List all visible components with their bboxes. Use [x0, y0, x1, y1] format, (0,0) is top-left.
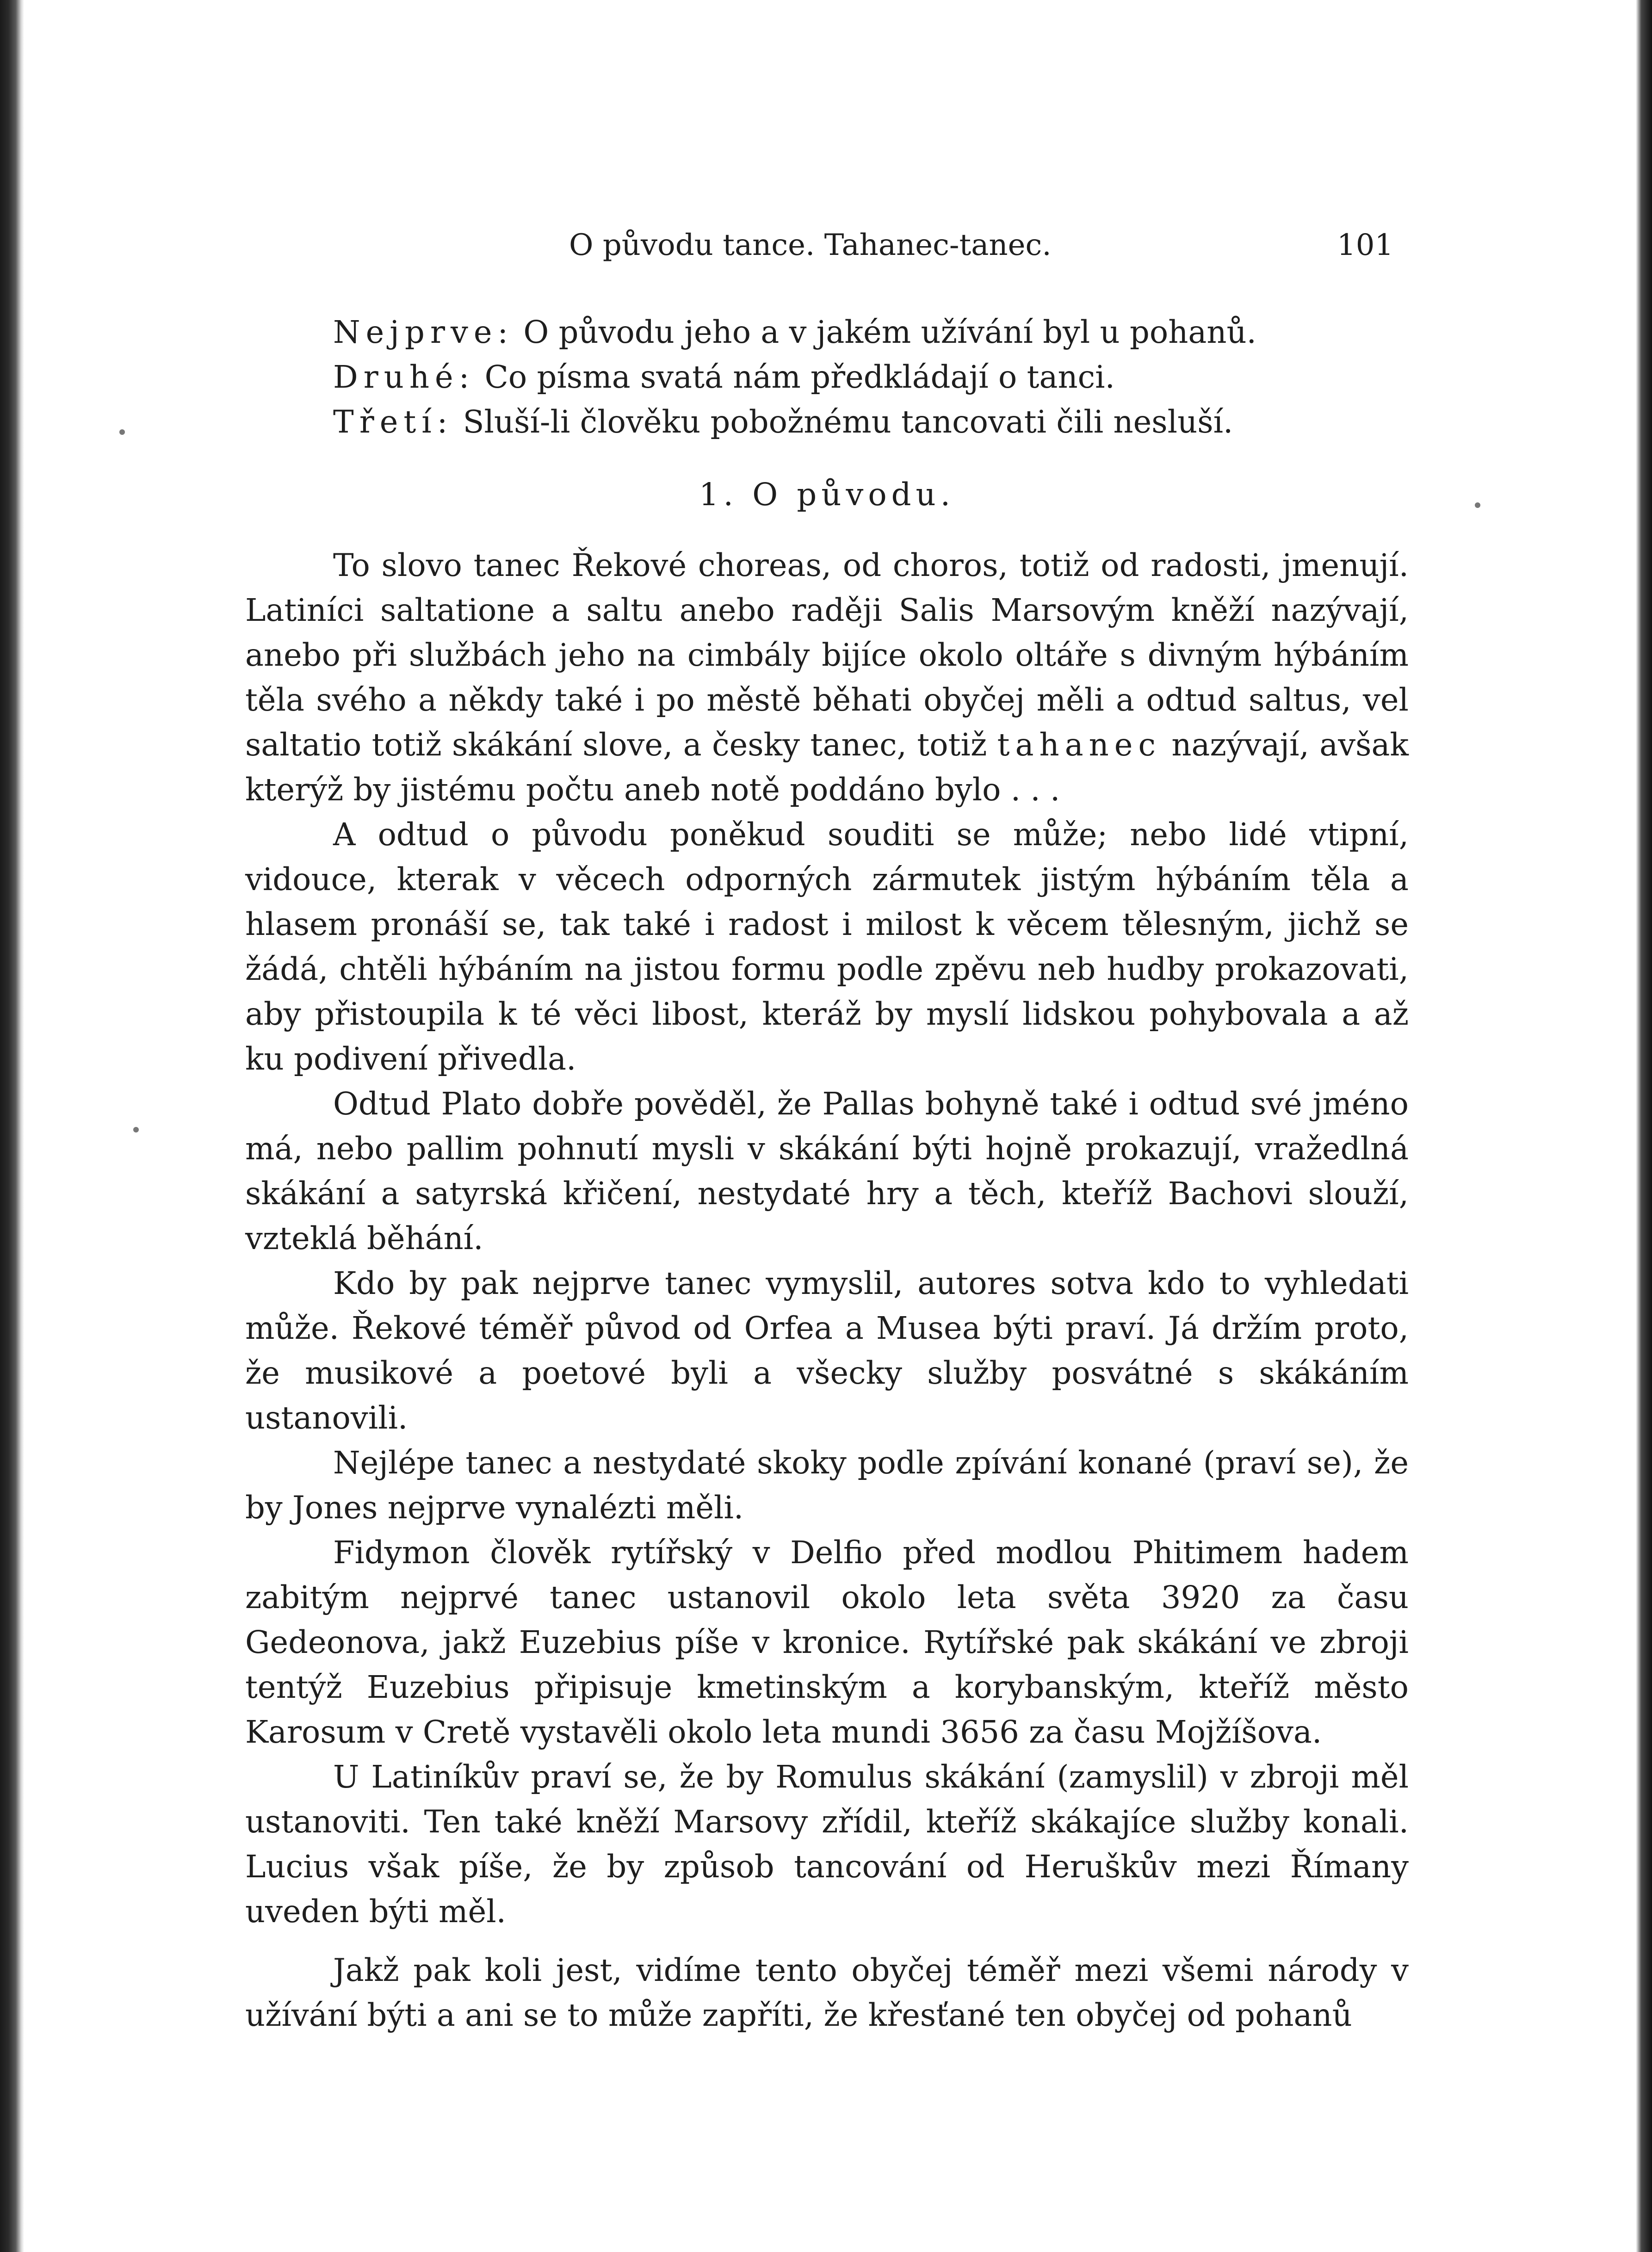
paragraph: Kdo by pak nejprve tanec vymyslil, autores sotva kdo to vyhledati může. Řekové téměř původ od Orfea a Musea býti praví. Já držím proto, že musikové a poetové byli a všecky služby posvátné s skákáním ustanovili.: [245, 1265, 1409, 1436]
paragraph-text: nazývají, avšak kterýž by jistému počtu aneb notě poddáno bylo . . .: [245, 727, 1409, 808]
page-header: [0, 217, 1652, 273]
paragraph: Jakž pak koli jest, vidíme tento obyčej téměř mezi všemi národy v užívání býti a ani se to může zapříti, že křesťané ten obyčej od pohanů: [245, 1952, 1409, 2033]
scan-speck: [119, 429, 125, 435]
running-title: O původu tance. Tahanec-tanec.: [569, 228, 1052, 262]
outline-item: [245, 400, 1409, 445]
paragraph-text: To slovo tanec Řekové choreas, od choros, totiž od radosti, jmenují. Latiníci saltatione a saltu anebo raději Salis Marsovým kněží nazývají, anebo při službách jeho na cimbály bijíce okolo oltáře s divným hýbáním těla svého a někdy také i po městě běhati obyčej měli a odtud saltus, vel saltatio totiž skákání slove, a česky tanec, totiž: [245, 547, 1409, 763]
paragraph: [245, 543, 1409, 812]
outline-label: Druhé:: [333, 359, 475, 395]
outline-text: Sluší-li člověku pobožnému tancovati čili nesluší.: [453, 404, 1233, 440]
outline-item: [245, 355, 1409, 400]
scan-speck: [133, 1127, 139, 1132]
body-text: [245, 310, 1409, 2038]
paragraph: U Latiníkův praví se, že by Romulus skákání (zamyslil) v zbroji měl ustanoviti. Ten také kněží Marsovy zřídil, kteříž skákajíce služby konali. Lucius však píše, že by způsob tancování od Heruškův mezi Římany uveden býti měl.: [245, 1759, 1409, 1930]
paragraph: Odtud Plato dobře pověděl, že Pallas bohyně také i odtud své jméno má, nebo pallim pohnutí mysli v skákání býti hojně prokazují, vražedlná skákání a satyrská křičení, nestydaté hry a těch, kteříž Bachovi slouží, vzteklá běhání.: [245, 1086, 1409, 1256]
paragraph: A odtud o původu poněkud souditi se může; nebo lidé vtipní, vidouce, kterak v věcech odporných zármutek jistým hýbáním těla a hlasem pronáší se, tak také i radost i milost k věcem tělesným, jichž se žádá, chtěli hýbáním na jistou formu podle zpěvu neb hudby prokazovati, aby přistoupila k té věci libost, kteráž by myslí lidskou pohybovala a až ku podivení přivedla.: [245, 817, 1409, 1077]
emphasized-word: tahanec: [997, 727, 1161, 763]
scan-speck: [1475, 502, 1480, 508]
page-number: 101: [1337, 228, 1394, 262]
paragraph: Nejlépe tanec a nestydaté skoky podle zpívání konané (praví se), že by Jones nejprve vynalézti měli.: [245, 1445, 1409, 1526]
section-heading: 1. O původu.: [699, 476, 955, 513]
scan-edge-right: [1636, 0, 1652, 2252]
scan-edge-left: [0, 0, 24, 2252]
outline-label: Třetí:: [333, 404, 453, 440]
outline-text: O původu jeho a v jakém užívání byl u pohanů.: [514, 314, 1256, 350]
outline-label: Nejprve:: [333, 314, 514, 350]
outline-item: [245, 310, 1409, 355]
outline-text: Co písma svatá nám předkládají o tanci.: [475, 359, 1115, 395]
paragraph: Fidymon člověk rytířský v Delfio před modlou Phitimem hadem zabitým nejprvé tanec ustanovil okolo leta světa 3920 za času Gedeonova, jakž Euzebius píše v kronice. Rytířské pak skákání ve zbroji tentýž Euzebius připisuje kmetinským a korybanským, kteříž město Karosum v Cretě vystavěli okolo leta mundi 3656 za času Mojžíšova.: [245, 1534, 1409, 1750]
